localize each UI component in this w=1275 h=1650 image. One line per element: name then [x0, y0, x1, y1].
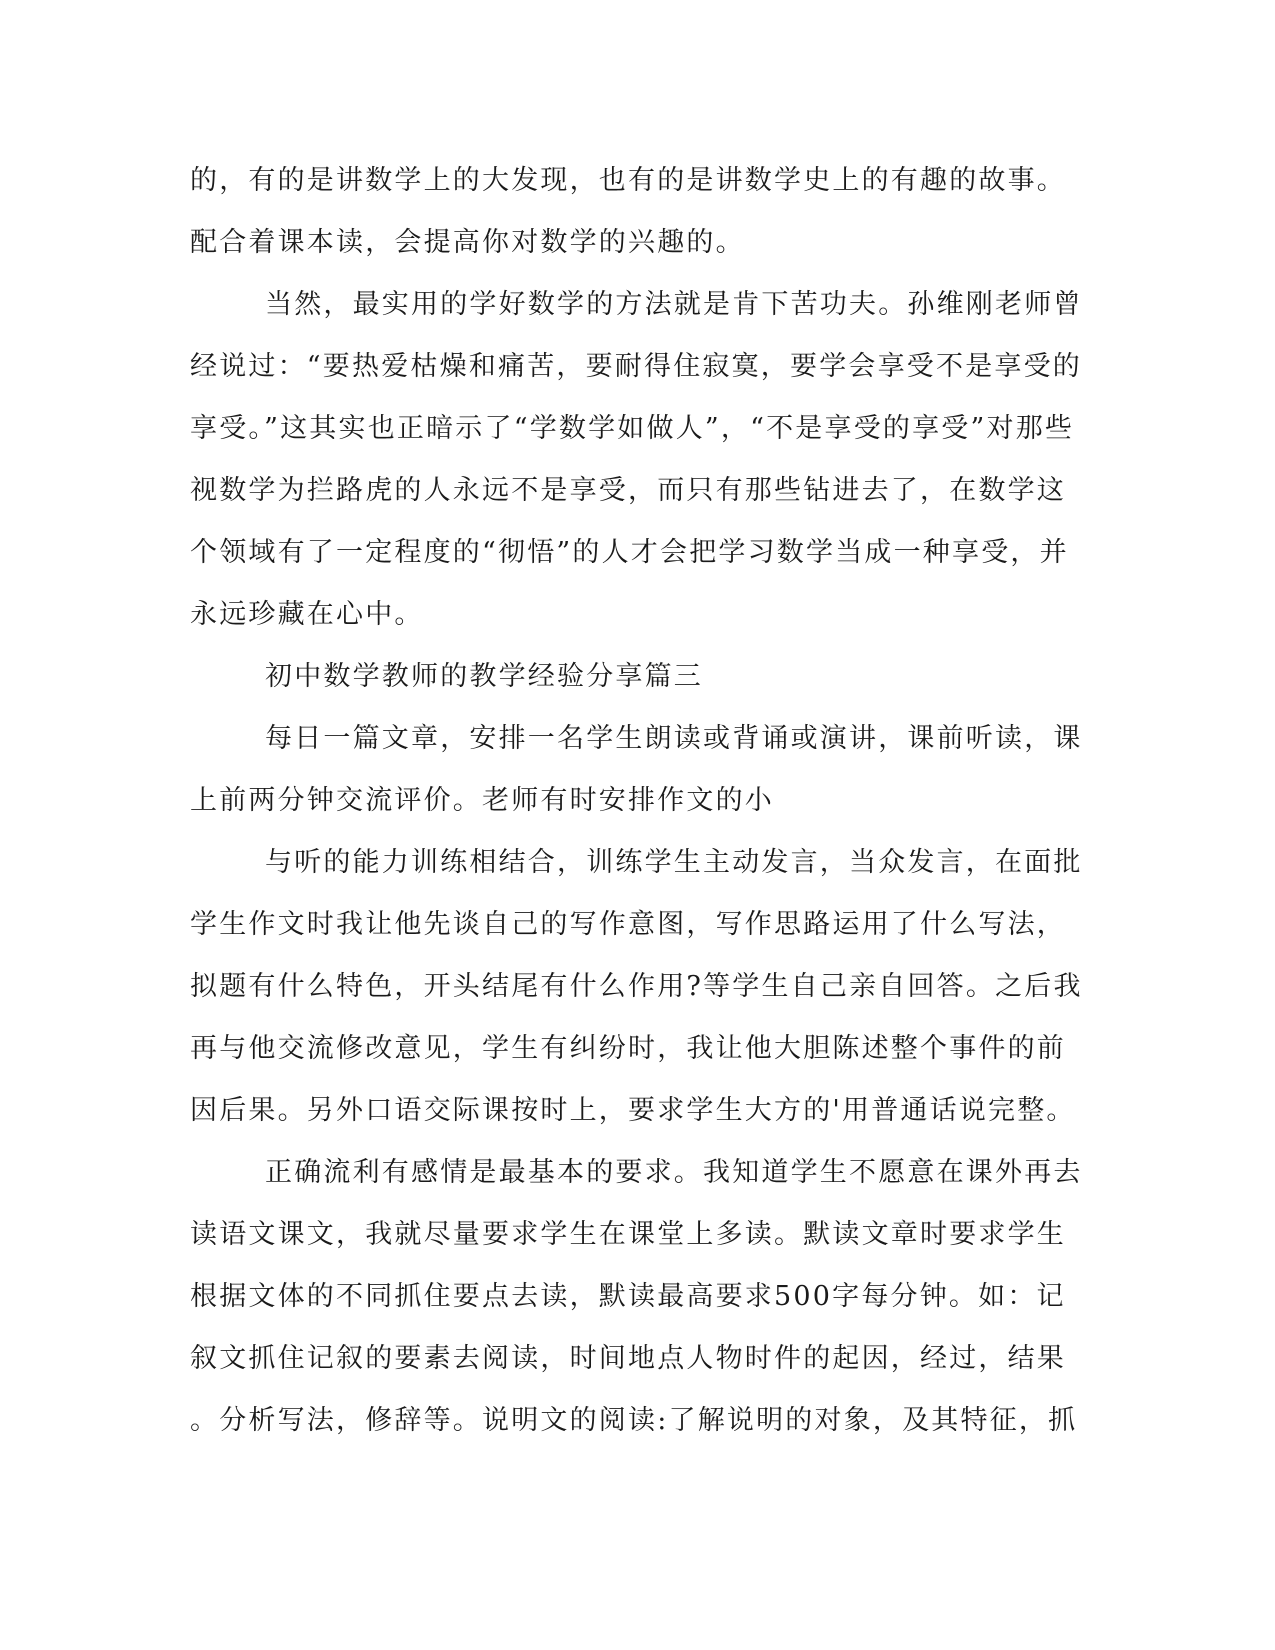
text-line: 根据文体的不同抓住要点去读，默读最高要求500字每分钟。如：记 — [190, 1281, 1066, 1312]
text-line: 经说过：“要热爱枯燥和痛苦，要耐得住寂寞，要学会享受不是享受的 — [190, 351, 1083, 382]
paragraph-start-line: 每日一篇文章，安排一名学生朗读或背诵或演讲，课前听读，课 — [265, 723, 1083, 754]
text-line: 视数学为拦路虎的人永远不是享受，而只有那些钻进去了，在数学这 — [190, 475, 1066, 506]
text-line: 读语文课文，我就尽量要求学生在课堂上多读。默读文章时要求学生 — [190, 1219, 1066, 1250]
paragraph-start-line: 正确流利有感情是最基本的要求。我知道学生不愿意在课外再去 — [265, 1157, 1083, 1188]
text-line: 。分析写法，修辞等。说明文的阅读:了解说明的对象，及其特征，抓 — [190, 1405, 1078, 1436]
text-line: 拟题有什么特色，开头结尾有什么作用?等学生自己亲自回答。之后我 — [190, 971, 1083, 1002]
text-line: 享受。”这其实也正暗示了“学数学如做人”，“不是享受的享受”对那些 — [190, 413, 1075, 444]
text-line: 再与他交流修改意见，学生有纠纷时，我让他大胆陈述整个事件的前 — [190, 1033, 1066, 1064]
section-heading: 初中数学教师的教学经验分享篇三 — [265, 661, 703, 692]
paragraph-start-line: 当然，最实用的学好数学的方法就是肯下苦功夫。孙维刚老师曾 — [265, 289, 1083, 320]
text-line: 的，有的是讲数学上的大发现，也有的是讲数学史上的有趣的故事。 — [190, 165, 1066, 196]
text-line: 因后果。另外口语交际课按时上，要求学生大方的'用普通话说完整。 — [190, 1095, 1076, 1126]
text-line: 上前两分钟交流评价。老师有时安排作文的小 — [190, 785, 774, 816]
document-body — [190, 150, 1083, 1452]
text-line: 学生作文时我让他先谈自己的写作意图，写作思路运用了什么写法， — [190, 909, 1066, 940]
text-line: 永远珍藏在心中。 — [190, 599, 424, 630]
text-line: 个领域有了一定程度的“彻悟”的人才会把学习数学当成一种享受，并 — [190, 537, 1069, 568]
text-line: 配合着课本读，会提高你对数学的兴趣的。 — [190, 227, 745, 258]
paragraph-start-line: 与听的能力训练相结合，训练学生主动发言，当众发言，在面批 — [265, 847, 1083, 878]
text-line: 叙文抓住记叙的要素去阅读，时间地点人物时件的起因，经过，结果 — [190, 1343, 1066, 1374]
